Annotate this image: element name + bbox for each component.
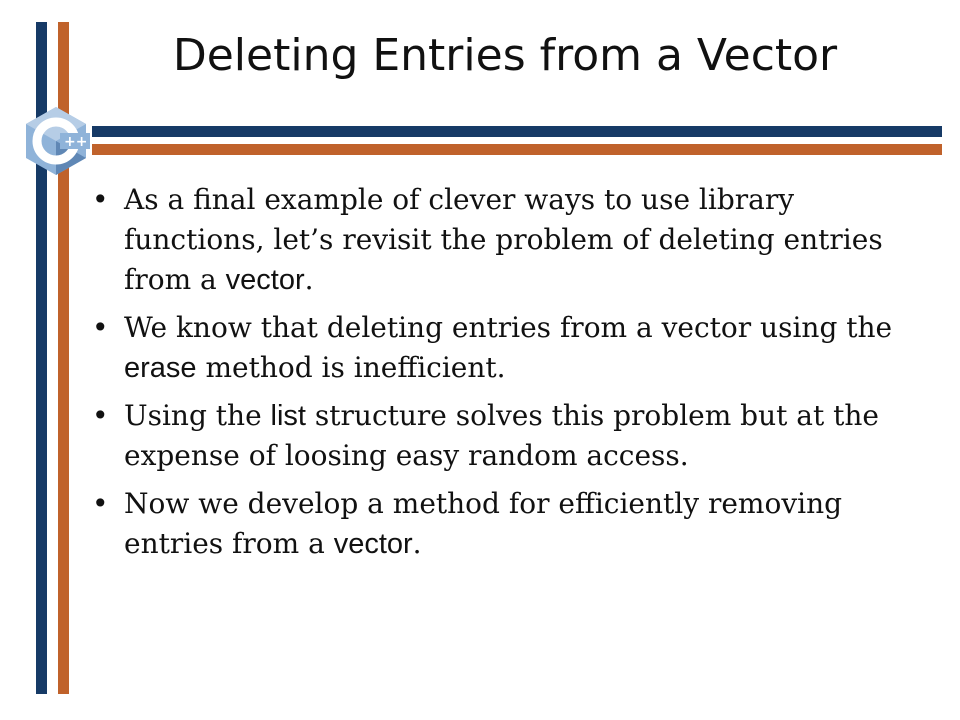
bullet-dot: • xyxy=(92,487,109,520)
bullet-text: We know that deleting entries from a vector using the xyxy=(124,311,893,344)
cpp-logo-icon xyxy=(20,105,92,177)
bullet-text: As a final example of clever ways to use library functions, let’s revisit the problem of deleting entries from a xyxy=(124,183,883,296)
top-navy-stripe xyxy=(92,126,942,137)
bullet-text: . xyxy=(304,263,314,296)
bullet-item xyxy=(92,308,922,388)
bullet-text: . xyxy=(412,527,422,560)
logo-plus-text: ++ xyxy=(64,134,88,150)
bullet-dot: • xyxy=(92,183,109,216)
bullet-item xyxy=(92,180,922,300)
bullet-item xyxy=(92,396,922,476)
bullet-code: list xyxy=(270,400,306,432)
slide-title: Deleting Entries from a Vector xyxy=(172,30,838,81)
bullet-text: Using the xyxy=(124,399,271,432)
bullet-code: vector xyxy=(225,264,305,296)
bullet-dot: • xyxy=(92,399,109,432)
bullet-list xyxy=(92,180,922,572)
bullet-text: structure solves this problem but at the expense of loosing easy random access. xyxy=(124,399,879,472)
bullet-dot: • xyxy=(92,311,109,344)
top-orange-stripe xyxy=(92,144,942,155)
bullet-text: Now we develop a method for efficiently removing entries from a xyxy=(124,487,843,560)
bullet-code: vector xyxy=(333,528,413,560)
bullet-item xyxy=(92,484,922,564)
bullet-text: method is inefficient. xyxy=(196,351,506,384)
bullet-code: erase xyxy=(124,352,197,384)
